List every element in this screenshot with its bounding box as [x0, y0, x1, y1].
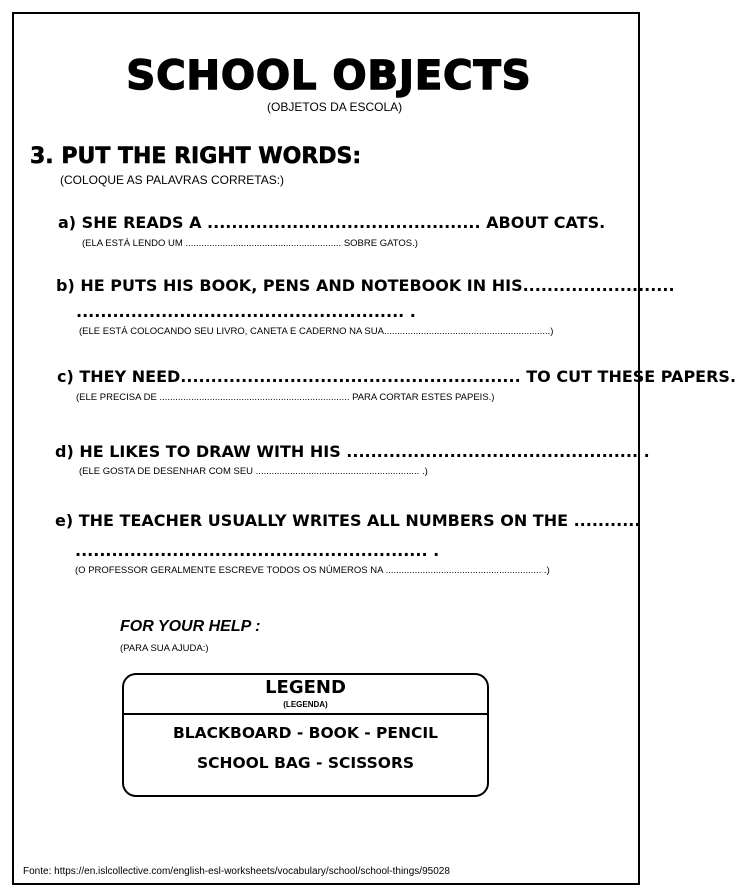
legend-translation: (LEGENDA) [283, 700, 328, 709]
question-e: e) THE TEACHER USUALLY WRITES ALL NUMBERS ON THE ........... [55, 511, 641, 530]
question-c-translation: (ELE PRECISA DE ........................................................................ PARA CORTAR ESTES PAPEIS.) [76, 392, 495, 403]
legend-title: LEGEND [265, 677, 346, 698]
help-translation: (PARA SUA AJUDA:) [120, 643, 209, 654]
question-a-translation: (ELA ESTÁ LENDO UM ........................................................... SOBRE GATOS.) [82, 238, 418, 249]
question-e-continuation: .......................................................... . [75, 541, 440, 560]
source-footer: Fonte: https://en.islcollective.com/english-esl-worksheets/vocabulary/school/school-things/95028 [23, 866, 450, 877]
legend-divider [124, 713, 487, 715]
help-label: FOR YOUR HELP : [120, 618, 261, 635]
exercise-heading-translation: (COLOQUE AS PALAVRAS CORRETAS:) [60, 173, 285, 187]
question-e-translation: (O PROFESSOR GERALMENTE ESCREVE TODOS OS NÚMEROS NA ........................................................... .) [75, 565, 550, 576]
legend-box [122, 673, 489, 797]
legend-words-row-2: SCHOOL BAG - SCISSORS [196, 754, 415, 772]
question-d-translation: (ELE GOSTA DE DESENHAR COM SEU .............................................................. .) [79, 466, 428, 477]
question-d: d) HE LIKES TO DRAW WITH HIS ................................................ . [55, 442, 650, 461]
question-c: c) THEY NEED........................................................ TO CUT THESE PAPERS. [57, 367, 736, 386]
question-b: b) HE PUTS HIS BOOK, PENS AND NOTEBOOK IN HIS......................... [56, 276, 675, 295]
question-a: a) SHE READS A ............................................. ABOUT CATS. [58, 213, 606, 232]
exercise-heading: 3. PUT THE RIGHT WORDS: [30, 144, 362, 169]
page-title-translation: (OBJETOS DA ESCOLA) [267, 100, 403, 114]
question-b-continuation: ...................................................... . [76, 302, 416, 321]
question-b-translation: (ELE ESTÁ COLOCANDO SEU LIVRO, CANETA E CADERNO NA SUA...............................................................) [79, 326, 554, 337]
legend-words-row-1: BLACKBOARD - BOOK - PENCIL [172, 724, 438, 742]
page-title: SCHOOL OBJECTS [126, 53, 532, 99]
